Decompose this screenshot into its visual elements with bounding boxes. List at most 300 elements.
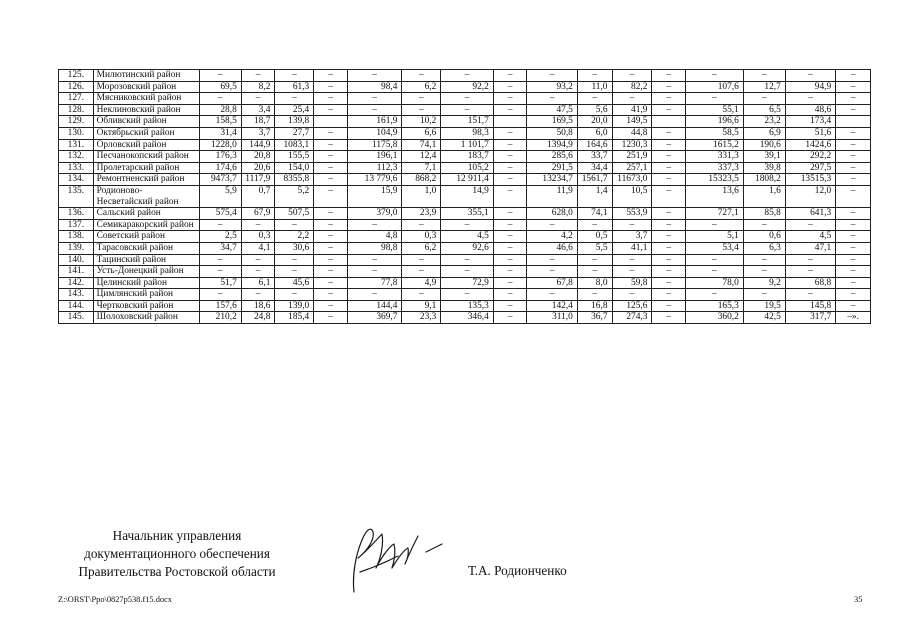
value-cell: –: [441, 254, 494, 266]
value-cell: –: [743, 93, 785, 105]
data-table: [58, 69, 871, 324]
value-cell: –: [241, 93, 275, 105]
value-cell: 11673,0: [612, 174, 652, 186]
value-cell: 20,8: [241, 151, 275, 163]
value-cell: 85,8: [743, 208, 785, 220]
value-cell: –: [652, 104, 686, 116]
value-cell: –: [652, 277, 686, 289]
row-number: 128.: [59, 104, 94, 116]
value-cell: –: [836, 208, 871, 220]
value-cell: –: [441, 104, 494, 116]
value-cell: 251,9: [612, 151, 652, 163]
district-name: Чертковский район: [93, 300, 199, 312]
value-cell: 9,1: [402, 300, 441, 312]
row-number: 144.: [59, 300, 94, 312]
value-cell: –: [199, 289, 241, 301]
table-row: [59, 139, 871, 151]
district-name: Семикаракорский район: [93, 219, 199, 231]
value-cell: –: [347, 289, 402, 301]
value-cell: –: [275, 93, 314, 105]
value-cell: –: [836, 300, 871, 312]
value-cell: –: [493, 266, 527, 278]
value-cell: –: [836, 289, 871, 301]
value-cell: 5,1: [686, 231, 744, 243]
value-cell: –: [652, 242, 686, 254]
value-cell: 47,5: [527, 104, 577, 116]
value-cell: [493, 116, 527, 128]
value-cell: –: [612, 70, 652, 82]
value-cell: –: [527, 289, 577, 301]
value-cell: –: [836, 185, 871, 207]
value-cell: 183,7: [441, 151, 494, 163]
value-cell: 1424,6: [785, 139, 835, 151]
value-cell: 25,4: [275, 104, 314, 116]
value-cell: 0,7: [241, 185, 275, 207]
signature-title-line: документационного обеспечения: [84, 546, 270, 561]
value-cell: 13 779,6: [347, 174, 402, 186]
value-cell: –: [347, 70, 402, 82]
value-cell: 139,8: [275, 116, 314, 128]
value-cell: 285,6: [527, 151, 577, 163]
value-cell: 107,6: [686, 81, 744, 93]
table-row: [59, 81, 871, 93]
value-cell: –: [199, 266, 241, 278]
value-cell: –: [577, 289, 612, 301]
table-row: [59, 162, 871, 174]
value-cell: 11,9: [527, 185, 577, 207]
value-cell: 169,5: [527, 116, 577, 128]
value-cell: –: [441, 70, 494, 82]
value-cell: –: [743, 219, 785, 231]
value-cell: –: [199, 254, 241, 266]
value-cell: –: [686, 93, 744, 105]
value-cell: –: [743, 289, 785, 301]
value-cell: 12,4: [402, 151, 441, 163]
value-cell: –: [686, 219, 744, 231]
value-cell: –: [493, 81, 527, 93]
district-name: Усть-Донецкий район: [93, 266, 199, 278]
value-cell: [836, 116, 871, 128]
value-cell: –: [347, 219, 402, 231]
value-cell: –: [836, 277, 871, 289]
table-row: [59, 242, 871, 254]
value-cell: 13515,3: [785, 174, 835, 186]
value-cell: 4,1: [241, 242, 275, 254]
value-cell: 98,4: [347, 81, 402, 93]
value-cell: 72,9: [441, 277, 494, 289]
value-cell: –: [686, 70, 744, 82]
value-cell: –: [241, 219, 275, 231]
value-cell: [314, 116, 348, 128]
value-cell: –: [836, 151, 871, 163]
value-cell: 190,6: [743, 139, 785, 151]
signature-title: [62, 527, 292, 581]
value-cell: –: [275, 70, 314, 82]
value-cell: –: [785, 93, 835, 105]
value-cell: –: [347, 254, 402, 266]
value-cell: 1117,9: [241, 174, 275, 186]
value-cell: 641,3: [785, 208, 835, 220]
table-row: [59, 254, 871, 266]
value-cell: 15,9: [347, 185, 402, 207]
row-number: 143.: [59, 289, 94, 301]
table-row: [59, 231, 871, 243]
value-cell: –: [493, 277, 527, 289]
value-cell: 3,7: [241, 127, 275, 139]
value-cell: 92,6: [441, 242, 494, 254]
row-number: 136.: [59, 208, 94, 220]
value-cell: –: [493, 70, 527, 82]
value-cell: 34,4: [577, 162, 612, 174]
value-cell: 6,5: [743, 104, 785, 116]
row-number: 138.: [59, 231, 94, 243]
value-cell: –: [652, 208, 686, 220]
table-row: [59, 104, 871, 116]
value-cell: –: [314, 151, 348, 163]
value-cell: –: [612, 93, 652, 105]
value-cell: 11,0: [577, 81, 612, 93]
district-name: Обливский район: [93, 116, 199, 128]
value-cell: –: [314, 104, 348, 116]
value-cell: –: [493, 289, 527, 301]
value-cell: –: [652, 93, 686, 105]
value-cell: –: [402, 104, 441, 116]
value-cell: –: [785, 266, 835, 278]
value-cell: 5,9: [199, 185, 241, 207]
value-cell: 13,6: [686, 185, 744, 207]
value-cell: 575,4: [199, 208, 241, 220]
value-cell: –: [314, 312, 348, 324]
value-cell: –: [652, 174, 686, 186]
value-cell: 6,3: [743, 242, 785, 254]
value-cell: 5,5: [577, 242, 612, 254]
value-cell: 112,3: [347, 162, 402, 174]
value-cell: 257,1: [612, 162, 652, 174]
value-cell: 553,9: [612, 208, 652, 220]
value-cell: 92,2: [441, 81, 494, 93]
row-number: 133.: [59, 162, 94, 174]
value-cell: 42,5: [743, 312, 785, 324]
value-cell: –: [652, 139, 686, 151]
value-cell: –: [652, 289, 686, 301]
value-cell: –: [441, 289, 494, 301]
value-cell: 50,8: [527, 127, 577, 139]
value-cell: 31,4: [199, 127, 241, 139]
row-number: 132.: [59, 151, 94, 163]
value-cell: –: [314, 162, 348, 174]
value-cell: –: [527, 254, 577, 266]
value-cell: –: [314, 139, 348, 151]
value-cell: –: [314, 231, 348, 243]
value-cell: 6,6: [402, 127, 441, 139]
value-cell: 4,5: [441, 231, 494, 243]
value-cell: 8355,8: [275, 174, 314, 186]
table-row: [59, 185, 871, 207]
value-cell: –: [314, 289, 348, 301]
value-cell: 78,0: [686, 277, 744, 289]
value-cell: 33,7: [577, 151, 612, 163]
value-cell: 24,8: [241, 312, 275, 324]
value-cell: 154,0: [275, 162, 314, 174]
value-cell: –: [314, 93, 348, 105]
value-cell: –: [441, 219, 494, 231]
value-cell: 5,2: [275, 185, 314, 207]
value-cell: –: [836, 254, 871, 266]
value-cell: –: [652, 127, 686, 139]
value-cell: [652, 116, 686, 128]
district-name: Пролетарский район: [93, 162, 199, 174]
district-name: Неклиновский район: [93, 104, 199, 116]
value-cell: 868,2: [402, 174, 441, 186]
value-cell: –: [314, 300, 348, 312]
value-cell: –: [493, 231, 527, 243]
value-cell: –: [241, 266, 275, 278]
value-cell: 346,4: [441, 312, 494, 324]
value-cell: 1175,8: [347, 139, 402, 151]
district-name: Ремонтненский район: [93, 174, 199, 186]
value-cell: –: [652, 300, 686, 312]
value-cell: 6,2: [402, 81, 441, 93]
value-cell: 151,7: [441, 116, 494, 128]
value-cell: 105,2: [441, 162, 494, 174]
value-cell: 82,2: [612, 81, 652, 93]
value-cell: –: [785, 254, 835, 266]
value-cell: –: [612, 266, 652, 278]
row-number: 127.: [59, 93, 94, 105]
value-cell: –: [527, 219, 577, 231]
table-row: [59, 116, 871, 128]
value-cell: –: [785, 219, 835, 231]
value-cell: –: [314, 208, 348, 220]
value-cell: –: [785, 70, 835, 82]
value-cell: –: [493, 104, 527, 116]
row-number: 134.: [59, 174, 94, 186]
district-name: Шолоховский район: [93, 312, 199, 324]
table-body: [59, 70, 871, 324]
value-cell: 68,8: [785, 277, 835, 289]
row-number: 130.: [59, 127, 94, 139]
value-cell: 6,0: [577, 127, 612, 139]
value-cell: –: [652, 185, 686, 207]
value-cell: –: [836, 93, 871, 105]
value-cell: –: [652, 70, 686, 82]
value-cell: –: [402, 266, 441, 278]
value-cell: –: [275, 266, 314, 278]
value-cell: 4,8: [347, 231, 402, 243]
value-cell: 1808,2: [743, 174, 785, 186]
value-cell: 6,9: [743, 127, 785, 139]
value-cell: –: [652, 266, 686, 278]
value-cell: –: [652, 254, 686, 266]
district-name: Мясниковский район: [93, 93, 199, 105]
value-cell: 20,0: [577, 116, 612, 128]
value-cell: 3,7: [612, 231, 652, 243]
value-cell: 6,1: [241, 277, 275, 289]
value-cell: 144,4: [347, 300, 402, 312]
value-cell: –: [493, 93, 527, 105]
value-cell: 45,6: [275, 277, 314, 289]
value-cell: 16,8: [577, 300, 612, 312]
value-cell: 19,5: [743, 300, 785, 312]
value-cell: 47,1: [785, 242, 835, 254]
value-cell: 360,2: [686, 312, 744, 324]
footer-file-path: Z:\ORST\Ppo\0827p538.f15.docx: [58, 595, 172, 604]
value-cell: –: [275, 254, 314, 266]
value-cell: –: [441, 266, 494, 278]
value-cell: 8,2: [241, 81, 275, 93]
value-cell: –: [577, 254, 612, 266]
value-cell: –: [493, 185, 527, 207]
value-cell: 34,7: [199, 242, 241, 254]
value-cell: –: [652, 162, 686, 174]
value-cell: 0,6: [743, 231, 785, 243]
value-cell: 379,0: [347, 208, 402, 220]
value-cell: –: [836, 104, 871, 116]
value-cell: 98,8: [347, 242, 402, 254]
value-cell: 507,5: [275, 208, 314, 220]
table-row: [59, 300, 871, 312]
district-name: Октябрьский район: [93, 127, 199, 139]
value-cell: –: [743, 266, 785, 278]
value-cell: 337,3: [686, 162, 744, 174]
value-cell: 1615,2: [686, 139, 744, 151]
value-cell: 51,6: [785, 127, 835, 139]
value-cell: 6,2: [402, 242, 441, 254]
row-number: 142.: [59, 277, 94, 289]
value-cell: –: [743, 70, 785, 82]
value-cell: 628,0: [527, 208, 577, 220]
value-cell: –: [314, 70, 348, 82]
value-cell: –: [652, 219, 686, 231]
value-cell: 18,7: [241, 116, 275, 128]
value-cell: 9,2: [743, 277, 785, 289]
value-cell: –: [493, 174, 527, 186]
value-cell: 274,3: [612, 312, 652, 324]
value-cell: 1,0: [402, 185, 441, 207]
value-cell: –: [612, 289, 652, 301]
value-cell: 142,4: [527, 300, 577, 312]
value-cell: 18,6: [241, 300, 275, 312]
value-cell: 69,5: [199, 81, 241, 93]
value-cell: –: [402, 219, 441, 231]
value-cell: 51,7: [199, 277, 241, 289]
value-cell: 39,8: [743, 162, 785, 174]
value-cell: 20,6: [241, 162, 275, 174]
district-name: Милютинский район: [93, 70, 199, 82]
value-cell: 0,5: [577, 231, 612, 243]
table-row: [59, 93, 871, 105]
value-cell: 36,7: [577, 312, 612, 324]
value-cell: 12,0: [785, 185, 835, 207]
value-cell: –: [199, 219, 241, 231]
table-row: [59, 70, 871, 82]
table-row: [59, 289, 871, 301]
value-cell: –: [836, 174, 871, 186]
value-cell: 139,0: [275, 300, 314, 312]
value-cell: 331,3: [686, 151, 744, 163]
value-cell: 104,9: [347, 127, 402, 139]
value-cell: –: [836, 231, 871, 243]
value-cell: 39,1: [743, 151, 785, 163]
value-cell: 94,9: [785, 81, 835, 93]
value-cell: 1228,0: [199, 139, 241, 151]
value-cell: –: [275, 289, 314, 301]
value-cell: –: [199, 93, 241, 105]
value-cell: –: [241, 70, 275, 82]
value-cell: 23,2: [743, 116, 785, 128]
value-cell: 1083,1: [275, 139, 314, 151]
value-cell: –: [836, 266, 871, 278]
value-cell: 355,1: [441, 208, 494, 220]
value-cell: 164,6: [577, 139, 612, 151]
value-cell: –: [836, 81, 871, 93]
value-cell: –: [686, 289, 744, 301]
value-cell: 7,1: [402, 162, 441, 174]
value-cell: –: [314, 81, 348, 93]
value-cell: 135,3: [441, 300, 494, 312]
value-cell: 4,5: [785, 231, 835, 243]
row-number: 141.: [59, 266, 94, 278]
value-cell: –: [241, 254, 275, 266]
row-number: 131.: [59, 139, 94, 151]
value-cell: –: [314, 242, 348, 254]
table-row: [59, 151, 871, 163]
value-cell: 48,6: [785, 104, 835, 116]
value-cell: 10,5: [612, 185, 652, 207]
signature-title-line: Начальник управления: [112, 528, 242, 543]
value-cell: 4,9: [402, 277, 441, 289]
value-cell: 12,7: [743, 81, 785, 93]
value-cell: 28,8: [199, 104, 241, 116]
value-cell: 61,3: [275, 81, 314, 93]
value-cell: 297,5: [785, 162, 835, 174]
value-cell: 3,4: [241, 104, 275, 116]
district-name: Родионово-Несветайский район: [93, 185, 199, 207]
row-number: 125.: [59, 70, 94, 82]
value-cell: –: [493, 151, 527, 163]
value-cell: –: [493, 162, 527, 174]
value-cell: –: [836, 139, 871, 151]
value-cell: 41,9: [612, 104, 652, 116]
value-cell: 27,7: [275, 127, 314, 139]
value-cell: –: [785, 289, 835, 301]
value-cell: –: [686, 254, 744, 266]
value-cell: 196,6: [686, 116, 744, 128]
value-cell: 53,4: [686, 242, 744, 254]
value-cell: 1230,3: [612, 139, 652, 151]
value-cell: –: [652, 81, 686, 93]
value-cell: 125,6: [612, 300, 652, 312]
value-cell: –: [577, 266, 612, 278]
value-cell: –: [275, 219, 314, 231]
value-cell: 74,1: [577, 208, 612, 220]
value-cell: 15323,5: [686, 174, 744, 186]
district-name: Целинский район: [93, 277, 199, 289]
value-cell: –: [314, 277, 348, 289]
value-cell: –: [314, 219, 348, 231]
value-cell: –: [612, 254, 652, 266]
value-cell: –: [652, 151, 686, 163]
value-cell: 1,4: [577, 185, 612, 207]
value-cell: 74,1: [402, 139, 441, 151]
value-cell: 30,6: [275, 242, 314, 254]
value-cell: –: [527, 93, 577, 105]
value-cell: 10,2: [402, 116, 441, 128]
value-cell: 161,9: [347, 116, 402, 128]
value-cell: 59,8: [612, 277, 652, 289]
value-cell: 93,2: [527, 81, 577, 93]
value-cell: 0,3: [402, 231, 441, 243]
